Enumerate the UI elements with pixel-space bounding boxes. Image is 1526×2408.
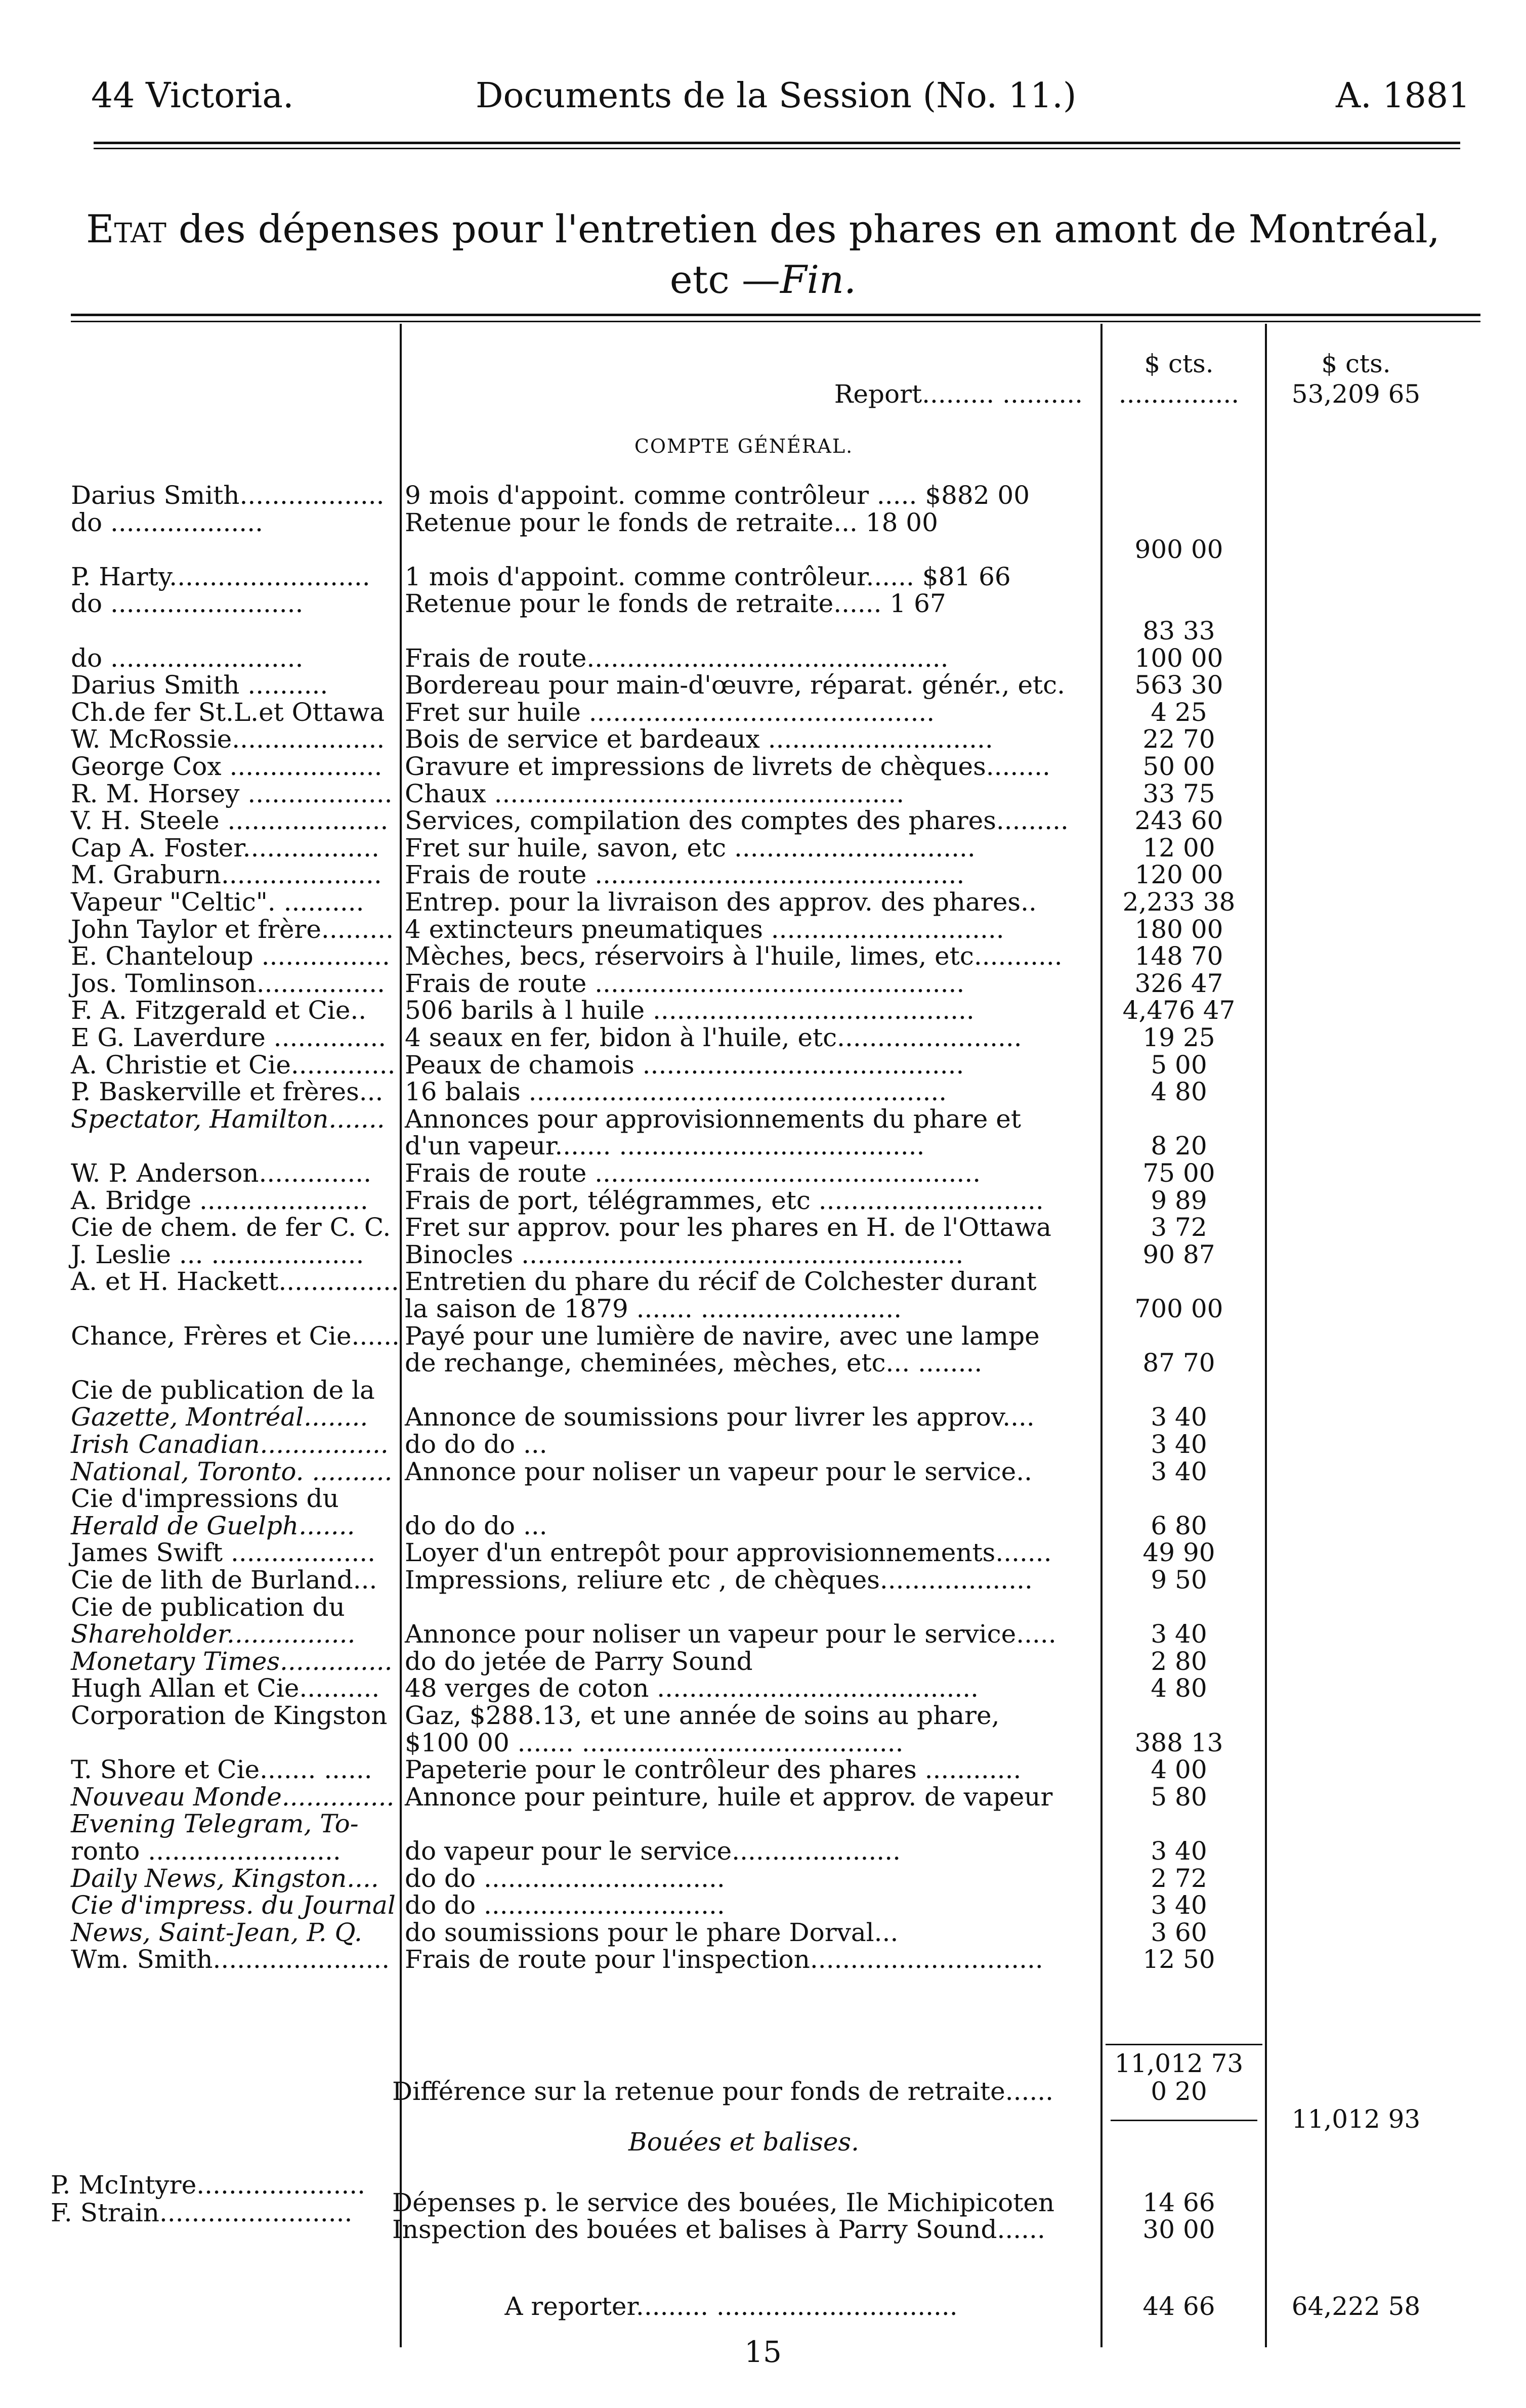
row-description: Entretien du phare du récif de Colchester durant (405, 1267, 1037, 1297)
row-description: Bois de service et bardeaux ............................ (405, 724, 993, 754)
row2-name-2: F. Strain........................ (51, 2198, 353, 2227)
row-name: Cie de chem. de fer C. C. (71, 1213, 391, 1242)
row-name: Spectator, Hamilton....... (71, 1104, 385, 1134)
row-name: A. Bridge ..................... (71, 1185, 368, 1215)
row-amount: 3 40 (1151, 1430, 1207, 1459)
row-amount: 2 80 (1151, 1646, 1207, 1676)
row-name: T. Shore et Cie....... ...... (71, 1755, 372, 1785)
row-name: V. H. Steele .................... (71, 806, 389, 836)
row2-amount-2: 30 00 (1142, 2215, 1215, 2244)
row-amount: 3 40 (1151, 1456, 1207, 1486)
row-name: F. A. Fitzgerald et Cie.. (71, 996, 367, 1025)
row-description: Impressions, reliure etc , de chèques................... (405, 1565, 1033, 1595)
row-description: do do .............................. (405, 1890, 725, 1920)
row-description: Binocles ....................................................... (405, 1239, 964, 1269)
row-description: Fret sur huile, savon, etc .............................. (405, 833, 976, 863)
row-name: Vapeur "Celtic". .......... (71, 887, 364, 917)
row-amount: 4 00 (1151, 1755, 1207, 1785)
header-left: 44 Victoria. (91, 76, 294, 116)
row-name: Wm. Smith...................... (71, 1945, 390, 1974)
row-description: 48 verges de coton ........................................ (405, 1673, 979, 1703)
row-name: do ........................ (71, 643, 304, 673)
row-amount: 9 89 (1151, 1185, 1207, 1215)
row-name: A. Christie et Cie............. (71, 1050, 396, 1080)
row-name: J. Leslie ... ................... (71, 1239, 364, 1269)
row-name: Chance, Frères et Cie...... (71, 1321, 400, 1351)
row-amount: 120 00 (1134, 860, 1223, 890)
row-name: Darius Smith.................. (71, 481, 385, 510)
row-description: Retenue pour le fonds de retraite...... 1 67 (405, 589, 946, 619)
row-description: Frais de route ................................................ (405, 1158, 981, 1188)
row-name: Jos. Tomlinson................ (71, 968, 386, 998)
page-number: 15 (744, 2335, 782, 2369)
row-name: George Cox ................... (71, 752, 383, 781)
row-name: National, Toronto. .......... (71, 1456, 393, 1486)
row-description: Frais de route .............................................. (405, 968, 965, 998)
row-amount: 3 40 (1151, 1836, 1207, 1866)
row-description: do do .............................. (405, 1863, 725, 1893)
a-reporter-amount: 44 66 (1142, 2292, 1215, 2321)
row-name: Monetary Times.............. (71, 1646, 393, 1676)
row-name: Cie de publication du (71, 1592, 345, 1622)
row2-desc-1: Dépenses p. le service des bouées, Ile Michipicoten (392, 2188, 1055, 2217)
row-amount: 22 70 (1142, 724, 1215, 754)
row-name: do ........................ (71, 589, 304, 619)
row-name: James Swift .................. (71, 1538, 376, 1568)
row-description: do do do ... (405, 1430, 547, 1459)
row-description: Entrep. pour la livraison des approv. des phares.. (405, 887, 1037, 917)
row-description: de rechange, cheminées, mèches, etc... ........ (405, 1348, 983, 1378)
row-name: Cie de publication de la (71, 1375, 375, 1405)
grand-total-1: 11,012 93 (1291, 2104, 1421, 2134)
row-description: 4 seaux en fer, bidon à l'huile, etc....................... (405, 1023, 1022, 1052)
row-name: Gazette, Montréal........ (71, 1402, 368, 1432)
row2-desc-2: Inspection des bouées et balises à Parry Sound...... (392, 2215, 1045, 2244)
row-description: Loyer d'un entrepôt pour approvisionnements....... (405, 1538, 1052, 1568)
row-amount: 3 40 (1151, 1619, 1207, 1649)
diff-rule (1111, 2120, 1257, 2121)
row-description: Annonces pour approvisionnements du phare et (405, 1104, 1021, 1134)
row-amount: 563 30 (1134, 670, 1223, 700)
row-description: Gaz, $288.13, et une année de soins au phare, (405, 1701, 1000, 1730)
page-title-2 (0, 255, 1526, 304)
row-description: 506 barils à l huile ........................................ (405, 996, 974, 1025)
row-amount: 90 87 (1142, 1239, 1215, 1269)
row-description: Papeterie pour le contrôleur des phares ............ (405, 1755, 1022, 1785)
row-name: Cie de lith de Burland... (71, 1565, 377, 1595)
row-description: Mèches, becs, réservoirs à l'huile, limes, etc........... (405, 941, 1063, 971)
row-amount: 5 00 (1151, 1050, 1207, 1080)
header-right: A. 1881 (1336, 76, 1470, 116)
row-description: Retenue pour le fonds de retraite... 18 00 (405, 507, 938, 537)
row-description: Annonce pour noliser un vapeur pour le service.. (405, 1456, 1033, 1486)
row-description: do do do ... (405, 1511, 547, 1540)
row-amount: 3 40 (1151, 1890, 1207, 1920)
subtotal-amount: 11,012 73 (1114, 2049, 1244, 2078)
table-top-rule-2 (71, 321, 1480, 322)
row-name: Cap A. Foster................. (71, 833, 379, 863)
row-amount: 12 00 (1142, 833, 1215, 863)
row-name: Nouveau Monde.............. (71, 1782, 395, 1812)
row-amount: 75 00 (1142, 1158, 1215, 1188)
row-amount: 83 33 (1142, 616, 1215, 646)
col-divider-3 (1265, 324, 1267, 2347)
a-reporter-label: A reporter......... .............................. (504, 2292, 958, 2321)
row-amount: 4 80 (1151, 1673, 1207, 1703)
row-name: Corporation de Kingston (71, 1701, 388, 1730)
row-amount: 3 40 (1151, 1402, 1207, 1432)
row-name: Darius Smith .......... (71, 670, 328, 700)
row-name: Cie d'impressions du (71, 1484, 339, 1514)
section-compte-general: COMPTE GÉNÉRAL. (634, 435, 854, 457)
row-description: Annonce pour peinture, huile et approv. de vapeur (405, 1782, 1053, 1812)
row-name: P. Baskerville et frères... (71, 1077, 384, 1107)
row-amount: 3 72 (1151, 1213, 1207, 1242)
row-description: $100 00 ....... ........................................ (405, 1728, 904, 1757)
row-description: Services, compilation des comptes des phares......... (405, 806, 1069, 836)
title-line2-pre: etc — (669, 257, 781, 302)
row-amount: 12 50 (1142, 1945, 1215, 1974)
row-name: Evening Telegram, To- (71, 1809, 359, 1839)
row-description: Annonce pour noliser un vapeur pour le service..... (405, 1619, 1056, 1649)
title-line2-italic: Fin. (780, 257, 857, 302)
a-reporter-total: 64,222 58 (1291, 2292, 1421, 2321)
col-divider-1 (400, 324, 402, 2347)
row-amount: 180 00 (1134, 914, 1223, 944)
row-amount: 326 47 (1134, 968, 1223, 998)
row-amount: 33 75 (1142, 779, 1215, 808)
row-description: la saison de 1879 ....... ......................... (405, 1294, 902, 1323)
row-amount: 9 50 (1151, 1565, 1207, 1595)
row2-amount-1: 14 66 (1142, 2188, 1215, 2217)
row-name: P. Harty......................... (71, 562, 370, 591)
report-total: 53,209 65 (1291, 379, 1421, 409)
row-name: Herald de Guelph....... (71, 1511, 355, 1540)
row2-name-1: P. McIntyre..................... (51, 2170, 366, 2200)
row-name: News, Saint-Jean, P. Q. (71, 1917, 362, 1947)
row-amount: 2 72 (1151, 1863, 1207, 1893)
report-label: Report......... .......... (834, 379, 1083, 409)
row-description: do vapeur pour le service..................... (405, 1836, 901, 1866)
row-description: 4 extincteurs pneumatiques ............................. (405, 914, 1004, 944)
header-rule-2 (94, 148, 1460, 149)
row-amount: 4 80 (1151, 1077, 1207, 1107)
row-amount: 388 13 (1134, 1728, 1223, 1757)
row-amount: 4 25 (1151, 697, 1207, 727)
header-center: Documents de la Session (No. 11.) (476, 76, 1077, 116)
row-amount: 700 00 (1134, 1294, 1223, 1323)
row-amount: 8 20 (1151, 1131, 1207, 1161)
row-description: d'un vapeur....... ...................................... (405, 1131, 925, 1161)
row-name: Irish Canadian................ (71, 1430, 389, 1459)
row-description: Chaux ................................................... (405, 779, 905, 808)
row-description: Frais de port, télégrammes, etc ............................ (405, 1185, 1044, 1215)
table-top-rule-1 (71, 314, 1480, 316)
row-name: A. et H. Hackett............... (71, 1267, 399, 1297)
row-name: E. Chanteloup ................ (71, 941, 390, 971)
row-amount: 5 80 (1151, 1782, 1207, 1812)
row-name: Ch.de fer St.L.et Ottawa (71, 697, 385, 727)
row-name: Cie d'impress. du Journal (71, 1890, 396, 1920)
row-description: Frais de route pour l'inspection............................. (405, 1945, 1043, 1974)
row-amount: 900 00 (1134, 535, 1223, 565)
row-amount: 3 60 (1151, 1917, 1207, 1947)
row-description: do soumissions pour le phare Dorval... (405, 1917, 899, 1947)
title-line1: des dépenses pour l'entretien des phares en amont de Montréal, (166, 206, 1440, 251)
row-description: do do jetée de Parry Sound (405, 1646, 753, 1676)
row-description: Frais de route .............................................. (405, 860, 965, 890)
row-description: Bordereau pour main-d'œuvre, réparat. génér., etc. (405, 670, 1066, 700)
diff-amount: 0 20 (1151, 2077, 1207, 2106)
row-amount: 2,233 38 (1122, 887, 1236, 917)
row-amount: 243 60 (1134, 806, 1223, 836)
row-name: R. M. Horsey .................. (71, 779, 393, 808)
col-divider-2 (1100, 324, 1103, 2347)
row-name: Daily News, Kingston.... (71, 1863, 379, 1893)
page-title (0, 205, 1526, 253)
row-name: M. Graburn.................... (71, 860, 382, 890)
row-name: Hugh Allan et Cie.......... (71, 1673, 380, 1703)
row-description: Fret sur huile ........................................... (405, 697, 935, 727)
row-name: ronto ........................ (71, 1836, 341, 1866)
row-amount: 148 70 (1134, 941, 1223, 971)
row-description: Annonce de soumissions pour livrer les approv.... (405, 1402, 1035, 1432)
row-amount: 100 00 (1134, 643, 1223, 673)
row-name: W. P. Anderson.............. (71, 1158, 372, 1188)
row-amount: 50 00 (1142, 752, 1215, 781)
subtotal-rule (1106, 2044, 1262, 2045)
row-name: E G. Laverdure .............. (71, 1023, 387, 1052)
cts-column-label: $ cts. (1144, 349, 1214, 378)
row-amount: 19 25 (1142, 1023, 1215, 1052)
row-amount: 49 90 (1142, 1538, 1215, 1568)
row-name: Shareholder................ (71, 1619, 356, 1649)
row-description: 9 mois d'appoint. comme contrôleur ..... $882 00 (405, 481, 1030, 510)
row-name: do ................... (71, 507, 263, 537)
row-description: 1 mois d'appoint. comme contrôleur...... $81 66 (405, 562, 1011, 591)
row-description: Gravure et impressions de livrets de chèques........ (405, 752, 1050, 781)
header-rule-1 (94, 142, 1460, 144)
row-description: Peaux de chamois ........................................ (405, 1050, 964, 1080)
row-name: W. McRossie................... (71, 724, 385, 754)
row-description: Payé pour une lumière de navire, avec une lampe (405, 1321, 1040, 1351)
diff-label: Différence sur la retenue pour fonds de retraite...... (392, 2077, 1054, 2106)
row-description: Frais de route............................................. (405, 643, 949, 673)
report-amount: ............... (1118, 379, 1240, 409)
row-amount: 87 70 (1142, 1348, 1215, 1378)
row-amount: 6 80 (1151, 1511, 1207, 1540)
title-smallcaps: Etat (86, 206, 166, 251)
row-description: Fret sur approv. pour les phares en H. de l'Ottawa (405, 1213, 1051, 1242)
dollar-column-label: $ cts. (1321, 349, 1391, 378)
row-name: John Taylor et frère......... (71, 914, 394, 944)
section-bouees: Bouées et balises. (628, 2127, 859, 2157)
row-amount: 4,476 47 (1122, 996, 1236, 1025)
row-description: 16 balais .................................................... (405, 1077, 947, 1107)
